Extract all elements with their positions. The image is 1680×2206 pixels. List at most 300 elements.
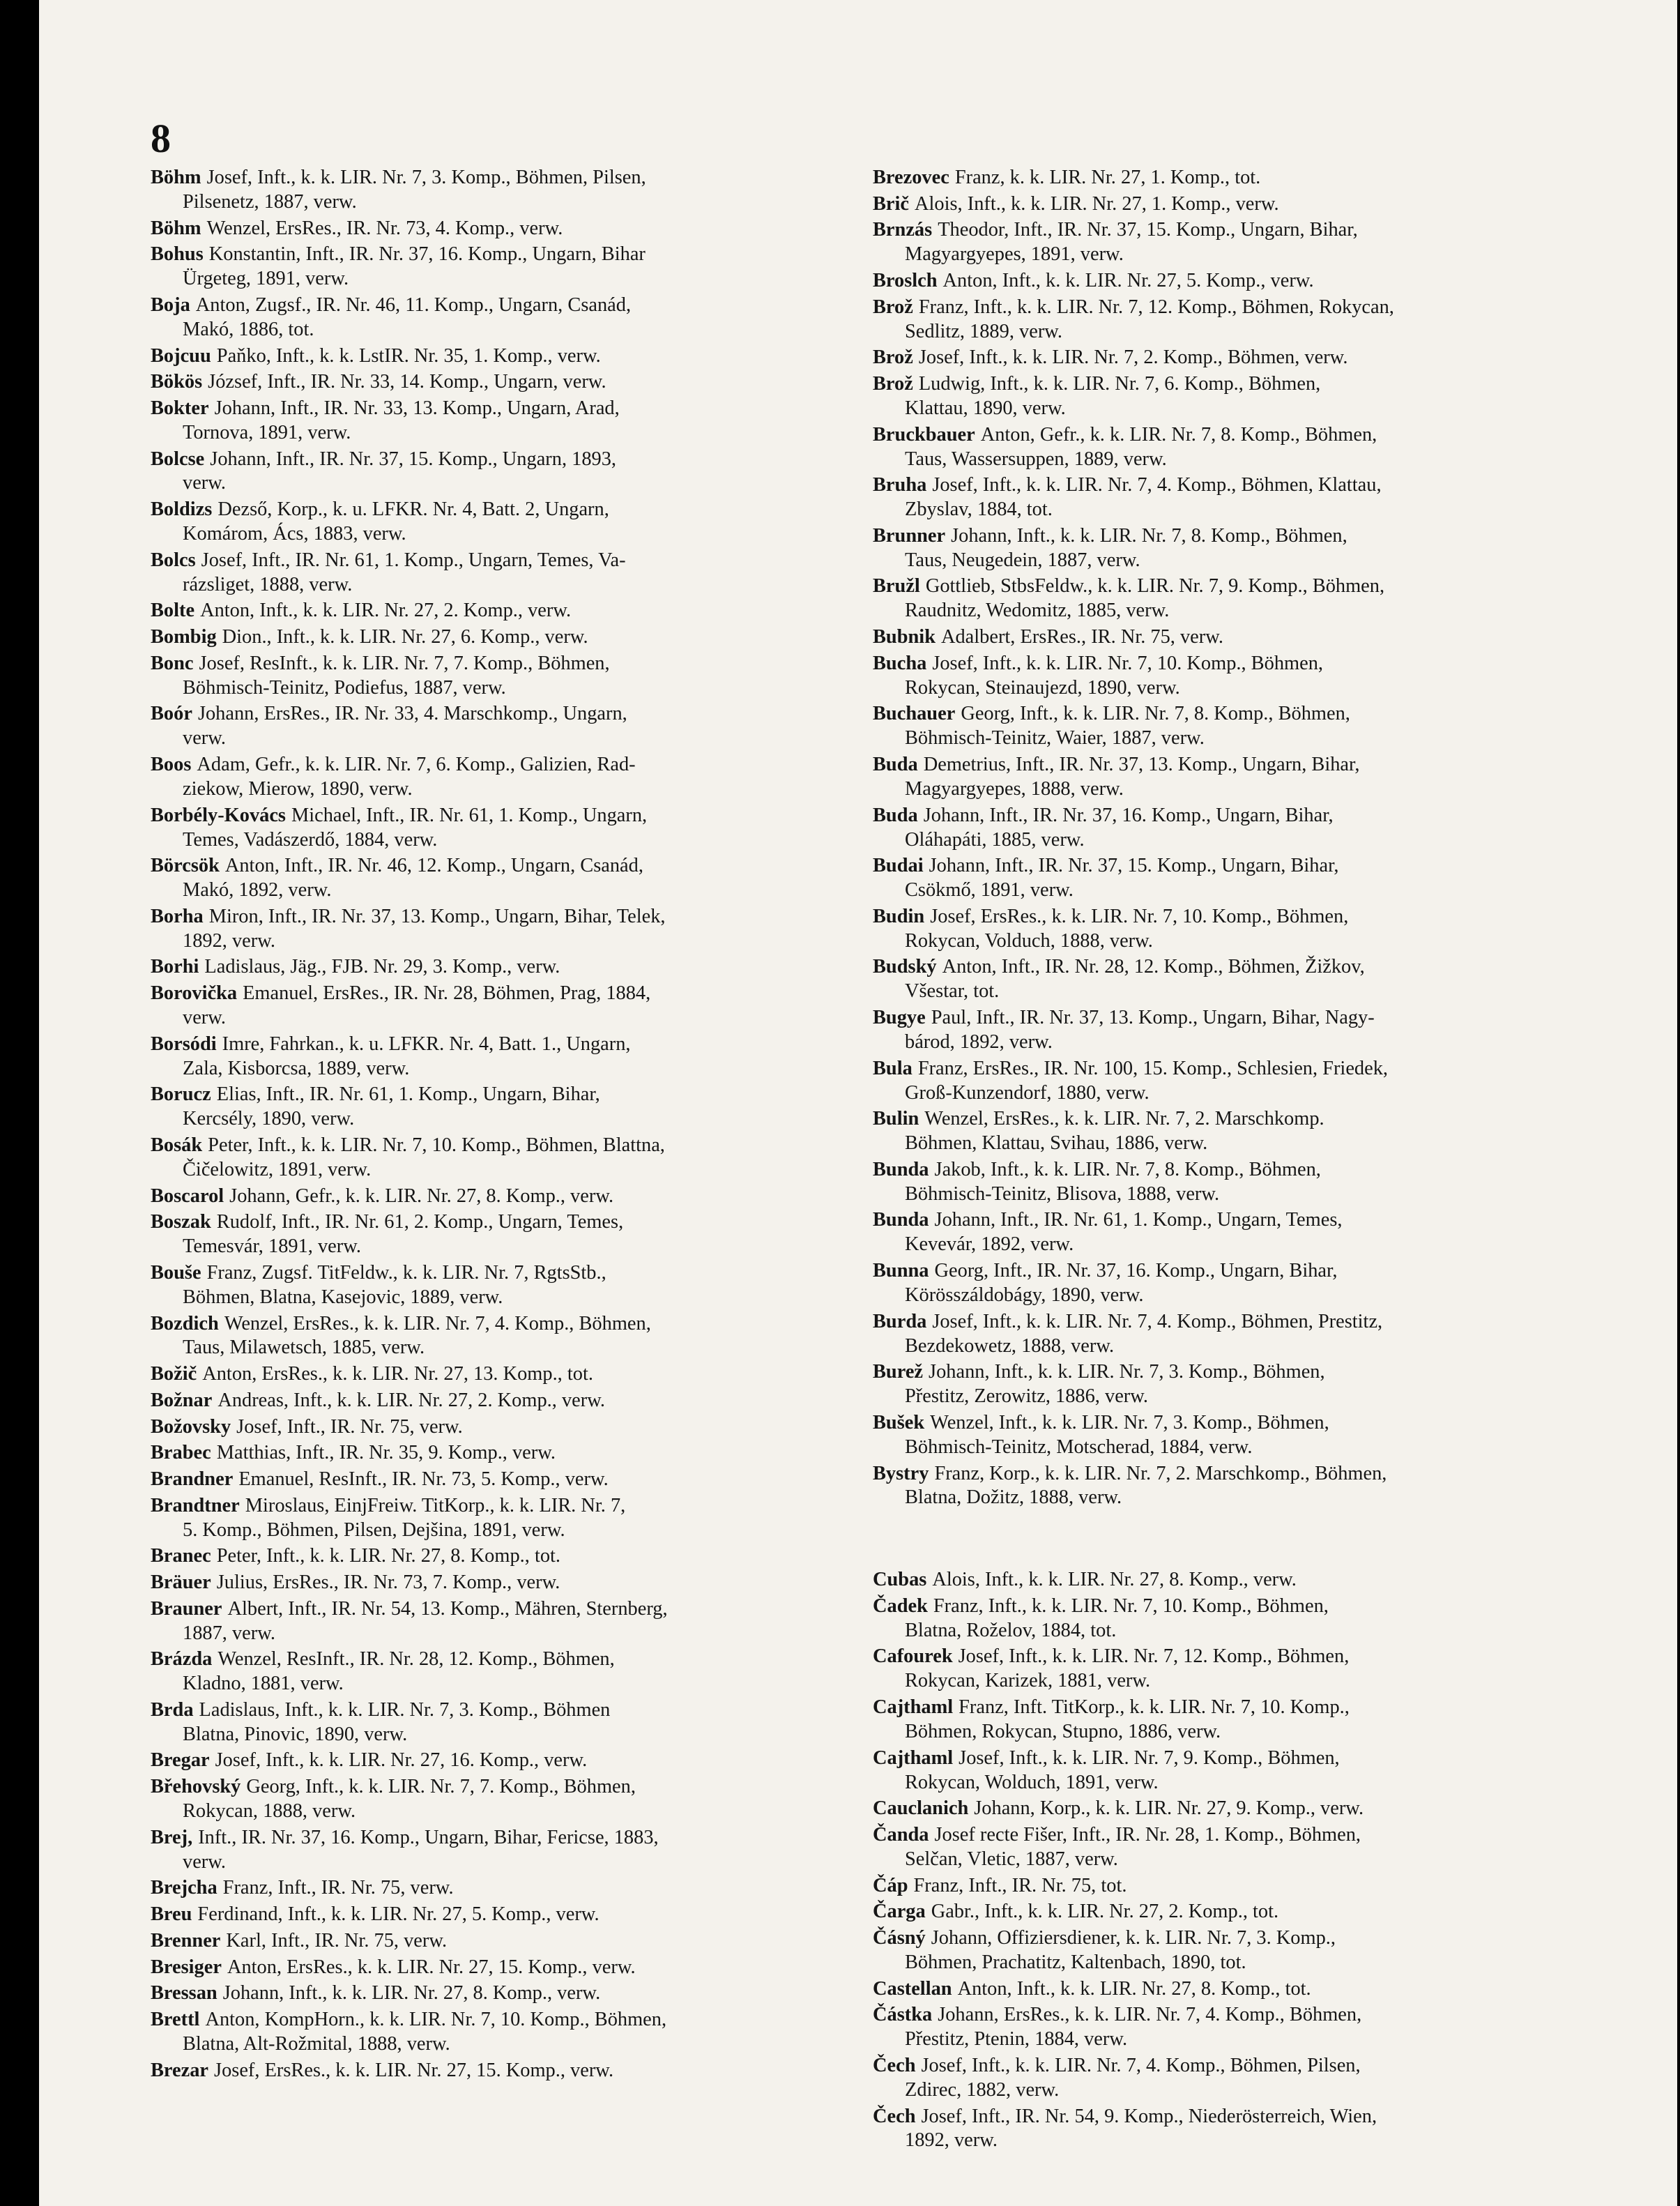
entry-surname: Bubnik <box>873 626 936 648</box>
entry-details: Johann, Inft., IR. Nr. 37, 15. Komp., Ungarn, 1893, <box>210 448 617 470</box>
register-entry <box>151 448 869 496</box>
register-entry <box>151 955 869 980</box>
entry-surname: Bräuer <box>151 1571 211 1593</box>
entry-details: Johann, Inft., IR. Nr. 33, 13. Komp., Ungarn, Arad, <box>214 397 620 419</box>
entry-surname: Cafourek <box>873 1645 953 1668</box>
entry-surname: Cajthaml <box>873 1747 954 1769</box>
entry-surname: Borovička <box>151 982 238 1005</box>
entry-details: Johann, Inft., IR. Nr. 37, 15. Komp., Ungarn, Bihar, <box>929 855 1339 877</box>
entry-surname: Broslch <box>873 270 938 292</box>
entry-details: Rudolf, Inft., IR. Nr. 61, 2. Komp., Ungarn, Temes, <box>216 1211 624 1233</box>
entry-surname: Čáp <box>873 1874 908 1896</box>
entry-surname: Bressan <box>151 1982 217 2005</box>
entry-surname: Borhi <box>151 956 199 978</box>
entry-surname: Bulin <box>873 1108 919 1130</box>
entry-continuation: Blatna, Dožitz, 1888, verw. <box>905 1486 1122 1509</box>
entry-surname: Brauner <box>151 1597 222 1620</box>
entry-details: Ludwig, Inft., k. k. LIR. Nr. 7, 6. Komp., Böhmen, <box>918 373 1321 395</box>
entry-details: Gottlieb, StbsFeldw., k. k. LIR. Nr. 7, 9. Komp., Böhmen, <box>925 575 1385 598</box>
entry-continuation: Böhmen, Prachatitz, Kaltenbach, 1890, tot. <box>905 1951 1246 1973</box>
entry-continuation: Přestitz, Zerowitz, 1886, verw. <box>905 1385 1149 1408</box>
entry-surname: Čadek <box>873 1595 928 1617</box>
entry-details: Josef, Inft., k. k. LIR. Nr. 7, 10. Komp., Böhmen, <box>932 652 1323 674</box>
entry-continuation: 1892, verw. <box>183 929 275 952</box>
entry-continuation: Sedlitz, 1889, verw. <box>905 320 1063 342</box>
register-entry <box>151 1210 869 1259</box>
entry-details: Josef, Inft., k. k. LIR. Nr. 7, 3. Komp., Böhmen, Pilsen, <box>206 167 646 188</box>
entry-details: Josef, Inft., k. k. LIR. Nr. 7, 4. Komp., Böhmen, Prestitz, <box>932 1310 1383 1332</box>
entry-details: Josef, Inft., IR. Nr. 54, 9. Komp., Niederösterreich, Wien, <box>921 2105 1377 2127</box>
entry-surname: Čanda <box>873 1823 929 1846</box>
entry-continuation: Rokycan, Steinaujezd, 1890, verw. <box>905 676 1180 699</box>
entry-continuation: Böhmisch-Teinitz, Podiefus, 1887, verw. <box>183 676 506 699</box>
entry-continuation: Körösszáldobágy, 1890, verw. <box>905 1284 1144 1306</box>
entry-surname: Bozdich <box>151 1312 219 1334</box>
entry-details: Josef, Inft., k. k. LIR. Nr. 7, 9. Komp., Böhmen, <box>959 1747 1340 1769</box>
entry-surname: Boldizs <box>151 499 213 521</box>
register-entry <box>873 753 1605 802</box>
register-entry <box>873 218 1605 267</box>
entry-details: Anton, ErsRes., k. k. LIR. Nr. 27, 15. Komp., verw. <box>227 1956 636 1978</box>
entry-continuation: Temes, Vadászerdő, 1884, verw. <box>183 828 438 851</box>
entry-details: Albert, Inft., IR. Nr. 54, 13. Komp., Mähren, Sternberg, <box>227 1597 668 1620</box>
register-entry <box>151 1876 869 1901</box>
entry-surname: Brettl <box>151 2008 200 2030</box>
register-entry <box>151 1261 869 1310</box>
entry-continuation: Přestitz, Ptenin, 1884, verw. <box>905 2028 1128 2051</box>
entry-continuation: Bezdekowetz, 1888, verw. <box>905 1334 1115 1357</box>
entry-details: Franz, Inft. TitKorp., k. k. LIR. Nr. 7, 10. Komp., <box>959 1696 1350 1719</box>
register-entry <box>873 1208 1605 1257</box>
register-entry <box>151 1903 869 1927</box>
entry-details: Josef, ErsRes., k. k. LIR. Nr. 7, 10. Komp., Böhmen, <box>930 905 1349 927</box>
entry-details: Julius, ErsRes., IR. Nr. 73, 7. Komp., verw. <box>216 1571 560 1593</box>
register-entry <box>151 1749 869 1773</box>
entry-surname: Bolte <box>151 600 195 622</box>
register-entry <box>873 1926 1605 1975</box>
entry-surname: Burež <box>873 1361 924 1383</box>
register-entry <box>873 423 1605 472</box>
register-entry <box>873 1747 1605 1795</box>
register-entry <box>873 1645 1605 1694</box>
left-column <box>151 166 869 2085</box>
register-entry <box>151 1185 869 1209</box>
register-entry <box>873 524 1605 573</box>
entry-surname: Bregar <box>151 1749 210 1772</box>
register-entry <box>151 1415 869 1440</box>
entry-details: Emanuel, ErsRes., IR. Nr. 28, Böhmen, Prag, 1884, <box>243 982 651 1005</box>
entry-details: Franz, Korp., k. k. LIR. Nr. 7, 2. Marschkomp., Böhmen, <box>934 1462 1387 1484</box>
entry-details: Johann, Korp., k. k. LIR. Nr. 27, 9. Komp., verw. <box>974 1797 1364 1820</box>
register-entry <box>873 269 1605 294</box>
entry-continuation: Blatna, Roželov, 1884, tot. <box>905 1619 1117 1641</box>
entry-details: Wenzel, ErsRes., IR. Nr. 73, 4. Komp., verw. <box>206 217 563 239</box>
entry-surname: Brož <box>873 296 913 318</box>
register-entry <box>151 1033 869 1081</box>
entry-continuation: Selčan, Vletic, 1887, verw. <box>905 1848 1118 1870</box>
entry-surname: Brož <box>873 373 913 395</box>
entry-surname: Božovsky <box>151 1415 231 1438</box>
entry-continuation: Magyargyepes, 1888, verw. <box>905 777 1124 800</box>
entry-surname: Buda <box>873 754 918 775</box>
entry-continuation: Makó, 1886, tot. <box>183 318 314 340</box>
entry-surname: Bruckbauer <box>873 423 975 446</box>
entry-surname: Castellan <box>873 1977 952 2000</box>
register-entry <box>873 1797 1605 1821</box>
register-entry <box>873 1568 1605 1592</box>
register-entry <box>151 1698 869 1747</box>
entry-details: Gabr., Inft., k. k. LIR. Nr. 27, 2. Komp., tot. <box>931 1901 1279 1923</box>
register-entry <box>873 1006 1605 1055</box>
entry-surname: Bruha <box>873 474 927 496</box>
entry-continuation: Temesvár, 1891, verw. <box>183 1235 361 1258</box>
entry-surname: Boscarol <box>151 1185 224 1207</box>
entry-details: Imre, Fahrkan., k. u. LFKR. Nr. 4, Batt. 1., Ungarn, <box>222 1033 631 1055</box>
entry-details: Peter, Inft., k. k. LIR. Nr. 7, 10. Komp., Böhmen, Blattna, <box>208 1134 665 1156</box>
register-entry <box>151 854 869 903</box>
entry-continuation: Kladno, 1881, verw. <box>183 1673 344 1695</box>
entry-continuation: verw. <box>183 727 227 750</box>
entry-continuation: Zdirec, 1882, verw. <box>905 2078 1060 2101</box>
entry-details: Adalbert, ErsRes., IR. Nr. 75, verw. <box>940 626 1223 648</box>
entry-details: Franz, ErsRes., IR. Nr. 100, 15. Komp., Schlesien, Friedek, <box>917 1057 1389 1079</box>
register-entry <box>151 753 869 802</box>
register-entry <box>873 473 1605 522</box>
entry-surname: Böhm <box>151 167 201 188</box>
entry-continuation: Groß-Kunzendorf, 1880, verw. <box>905 1081 1150 1104</box>
entry-surname: Brej, <box>151 1826 193 1848</box>
register-entry <box>151 166 869 215</box>
entry-continuation: Rokycan, Volduch, 1888, verw. <box>905 929 1153 952</box>
entry-continuation: Taus, Wassersuppen, 1889, verw. <box>905 448 1167 470</box>
register-entry <box>151 1134 869 1182</box>
entry-surname: Brázda <box>151 1648 213 1671</box>
entry-details: Wenzel, ErsRes., k. k. LIR. Nr. 7, 2. Marschkomp. <box>924 1108 1324 1130</box>
register-entry <box>873 1462 1605 1511</box>
entry-details: Josef, ErsRes., k. k. LIR. Nr. 27, 15. Komp., verw. <box>214 2059 614 2081</box>
register-entry <box>873 2054 1605 2103</box>
entry-surname: Buchauer <box>873 703 956 725</box>
entry-details: Johann, Inft., k. k. LIR. Nr. 7, 8. Komp., Böhmen, <box>951 524 1347 547</box>
register-entry <box>151 625 869 650</box>
entry-details: Miron, Inft., IR. Nr. 37, 13. Komp., Ungarn, Bihar, Telek, <box>208 905 666 927</box>
register-entry <box>151 1929 869 1954</box>
entry-surname: Brejcha <box>151 1877 217 1899</box>
entry-surname: Bušek <box>873 1411 925 1433</box>
register-entry <box>151 1981 869 2006</box>
register-entry <box>873 1595 1605 1643</box>
register-entry <box>151 294 869 342</box>
entry-surname: Budai <box>873 855 924 877</box>
register-entry <box>873 1360 1605 1409</box>
entry-details: Dezső, Korp., k. u. LFKR. Nr. 4, Batt. 2, Ungarn, <box>217 499 609 521</box>
register-entry <box>873 625 1605 650</box>
register-entry <box>151 652 869 701</box>
entry-surname: Bouše <box>151 1261 201 1284</box>
entry-surname: Brandner <box>151 1468 234 1490</box>
entry-surname: Böhm <box>151 217 201 239</box>
entry-continuation: Taus, Neugedein, 1887, verw. <box>905 549 1140 571</box>
entry-details: Johann, Gefr., k. k. LIR. Nr. 27, 8. Komp., verw. <box>229 1185 614 1207</box>
register-entry <box>151 982 869 1030</box>
entry-details: Franz, Inft., IR. Nr. 75, verw. <box>222 1877 454 1899</box>
register-entry <box>873 1696 1605 1744</box>
register-entry <box>873 702 1605 751</box>
entry-details: Theodor, Inft., IR. Nr. 37, 15. Komp., Ungarn, Bihar, <box>938 219 1358 241</box>
entry-surname: Brič <box>873 192 910 215</box>
entry-continuation: rázsliget, 1888, verw. <box>183 573 353 595</box>
entry-details: Josef, Inft., IR. Nr. 75, verw. <box>236 1415 463 1438</box>
register-entry <box>151 344 869 369</box>
entry-details: Anton, Inft., k. k. LIR. Nr. 27, 5. Komp., verw. <box>942 270 1314 292</box>
entry-continuation: Böhmisch-Teinitz, Blisova, 1888, verw. <box>905 1182 1220 1205</box>
entry-continuation: Ürgeteg, 1891, verw. <box>183 268 349 290</box>
register-entry <box>873 804 1605 853</box>
entry-surname: Brunner <box>873 524 946 547</box>
entry-surname: Cubas <box>873 1569 927 1591</box>
entry-surname: Bombig <box>151 626 217 648</box>
entry-details: Johann, Inft., k. k. LIR. Nr. 7, 3. Komp., Böhmen, <box>929 1361 1325 1383</box>
entry-details: Emanuel, ResInft., IR. Nr. 73, 5. Komp., verw. <box>238 1468 609 1490</box>
entry-surname: Brož <box>873 347 913 369</box>
entry-details: Paňko, Inft., k. k. LstIR. Nr. 35, 1. Komp., verw. <box>216 344 601 367</box>
entry-details: Josef, Inft., k. k. LIR. Nr. 27, 16. Komp., verw. <box>215 1749 588 1772</box>
entry-continuation: verw. <box>183 472 227 494</box>
entry-continuation: Kercsély, 1890, verw. <box>183 1108 355 1130</box>
register-entry <box>151 905 869 954</box>
entry-continuation: Klattau, 1890, verw. <box>905 397 1066 419</box>
entry-details: Josef, Inft., k. k. LIR. Nr. 7, 4. Komp., Böhmen, Klattau, <box>932 474 1382 496</box>
entry-details: Elias, Inft., IR. Nr. 61, 1. Komp., Ungarn, Bihar, <box>216 1083 600 1106</box>
entry-surname: Břehovský <box>151 1776 241 1798</box>
entry-surname: Boór <box>151 703 192 725</box>
entry-details: Josef, Inft., k. k. LIR. Nr. 7, 4. Komp., Böhmen, Pilsen, <box>921 2054 1361 2076</box>
register-entry <box>873 955 1605 1004</box>
register-entry <box>151 1544 869 1569</box>
register-entry <box>151 1441 869 1466</box>
entry-continuation: verw. <box>183 1850 227 1873</box>
register-entry <box>151 549 869 598</box>
entry-details: Anton, KompHorn., k. k. LIR. Nr. 7, 10. Komp., Böhmen, <box>205 2008 667 2030</box>
entry-continuation: Böhmisch-Teinitz, Motscherad, 1884, verw. <box>905 1436 1253 1458</box>
entry-details: Josef, ResInft., k. k. LIR. Nr. 7, 7. Komp., Böhmen, <box>199 652 610 674</box>
entry-details: Ladislaus, Inft., k. k. LIR. Nr. 7, 3. Komp., Böhmen <box>199 1698 611 1721</box>
entry-details: Georg, Inft., k. k. LIR. Nr. 7, 7. Komp., Böhmen, <box>246 1776 636 1798</box>
entry-surname: Brezar <box>151 2059 209 2081</box>
entry-surname: Bugye <box>873 1007 926 1029</box>
entry-details: Anton, Inft., k. k. LIR. Nr. 27, 2. Komp., verw. <box>200 600 572 622</box>
entry-continuation: Kevevár, 1892, verw. <box>905 1233 1074 1256</box>
entry-continuation: bárod, 1892, verw. <box>905 1030 1053 1053</box>
entry-surname: Bökös <box>151 371 203 393</box>
entry-surname: Částka <box>873 2004 933 2026</box>
entry-surname: Bonc <box>151 652 194 674</box>
entry-surname: Breu <box>151 1903 192 1926</box>
entry-continuation: 1887, verw. <box>183 1622 275 1644</box>
entry-continuation: Csökmő, 1891, verw. <box>905 879 1074 902</box>
register-entry <box>151 397 869 446</box>
entry-surname: Bolcs <box>151 549 196 571</box>
entry-details: Wenzel, Inft., k. k. LIR. Nr. 7, 3. Komp., Böhmen, <box>930 1411 1329 1433</box>
entry-surname: Bucha <box>873 652 927 674</box>
register-entry <box>151 1648 869 1696</box>
entry-continuation: Rokycan, Wolduch, 1891, verw. <box>905 1771 1159 1793</box>
entry-surname: Börcsök <box>151 855 220 877</box>
register-entry <box>151 1956 869 1980</box>
register-entry <box>873 1977 1605 2002</box>
entry-surname: Bresiger <box>151 1956 222 1978</box>
entry-details: Ladislaus, Jäg., FJB. Nr. 29, 3. Komp., verw. <box>204 956 560 978</box>
entry-details: Franz, Inft., k. k. LIR. Nr. 7, 12. Komp., Böhmen, Rokycan, <box>918 296 1394 318</box>
entry-surname: Bokter <box>151 397 209 419</box>
register-entry <box>873 652 1605 701</box>
register-entry <box>151 243 869 291</box>
entry-details: Andreas, Inft., k. k. LIR. Nr. 27, 2. Komp., verw. <box>217 1389 605 1411</box>
entry-surname: Brenner <box>151 1929 221 1952</box>
register-entry <box>873 192 1605 217</box>
entry-details: Anton, Zugsf., IR. Nr. 46, 11. Komp., Ungarn, Csanád, <box>195 294 632 316</box>
entry-surname: Borbély-Kovács <box>151 804 286 826</box>
entry-continuation: Blatna, Pinovic, 1890, verw. <box>183 1723 408 1745</box>
register-entry <box>873 1411 1605 1460</box>
register-entry <box>151 370 869 395</box>
entry-surname: Borucz <box>151 1083 211 1106</box>
entry-details: Johann, Inft., k. k. LIR. Nr. 27, 8. Komp., verw. <box>222 1982 601 2005</box>
entry-details: Johann, Inft., IR. Nr. 61, 1. Komp., Ungarn, Temes, <box>934 1209 1343 1231</box>
entry-surname: Bunda <box>873 1158 929 1180</box>
register-entry <box>873 1874 1605 1899</box>
register-entry <box>151 1389 869 1413</box>
entry-details: Josef, Inft., k. k. LIR. Nr. 7, 2. Komp., Böhmen, verw. <box>918 347 1348 369</box>
register-entry <box>873 1310 1605 1359</box>
entry-details: Alois, Inft., k. k. LIR. Nr. 27, 8. Komp., verw. <box>932 1569 1297 1591</box>
register-entry <box>873 346 1605 370</box>
entry-details: Franz, Inft., IR. Nr. 75, tot. <box>913 1874 1127 1896</box>
entry-surname: Čech <box>873 2105 916 2127</box>
entry-surname: Čarga <box>873 1901 926 1923</box>
entry-continuation: Magyargyepes, 1891, verw. <box>905 243 1124 266</box>
entry-details: Anton, Inft., IR. Nr. 28, 12. Komp., Böhmen, Žižkov, <box>942 956 1365 978</box>
register-entry <box>151 217 869 241</box>
register-entry <box>151 1775 869 1824</box>
entry-details: Jakob, Inft., k. k. LIR. Nr. 7, 8. Komp., Böhmen, <box>934 1158 1321 1180</box>
entry-surname: Boos <box>151 754 192 775</box>
entry-details: Wenzel, ResInft., IR. Nr. 28, 12. Komp., Böhmen, <box>217 1648 615 1671</box>
entry-surname: Brnzás <box>873 219 933 241</box>
entry-continuation: Blatna, Alt-Rožmital, 1888, verw. <box>183 2032 450 2055</box>
register-entry <box>151 2059 869 2083</box>
register-entry <box>873 575 1605 623</box>
entry-surname: Čásný <box>873 1927 926 1949</box>
entry-surname: Bosák <box>151 1134 203 1156</box>
entry-surname: Bystry <box>873 1462 929 1484</box>
entry-surname: Božič <box>151 1363 197 1385</box>
register-entry <box>873 1900 1605 1924</box>
register-entry <box>873 2105 1605 2154</box>
register-entry <box>151 1597 869 1646</box>
entry-continuation: Čičelowitz, 1891, verw. <box>183 1158 372 1180</box>
entry-details: Konstantin, Inft., IR. Nr. 37, 16. Komp., Ungarn, Bihar <box>208 243 646 266</box>
entry-surname: Borsódi <box>151 1033 217 1055</box>
register-entry <box>151 1312 869 1361</box>
entry-details: Wenzel, ErsRes., k. k. LIR. Nr. 7, 4. Komp., Böhmen, <box>224 1312 651 1334</box>
register-entry <box>873 1057 1605 1106</box>
register-entry <box>873 296 1605 344</box>
entry-details: Matthias, Inft., IR. Nr. 35, 9. Komp., verw. <box>216 1442 556 1464</box>
entry-surname: Brandtner <box>151 1494 240 1516</box>
entry-details: Johann, ErsRes., IR. Nr. 33, 4. Marschkomp., Ungarn, <box>197 703 627 725</box>
entry-surname: Bula <box>873 1057 912 1079</box>
register-entry <box>151 1571 869 1595</box>
entry-surname: Brezovec <box>873 167 949 188</box>
entry-continuation: Všestar, tot. <box>905 980 1000 1003</box>
entry-continuation: Taus, Milawetsch, 1885, verw. <box>183 1337 425 1359</box>
entry-details: Inft., IR. Nr. 37, 16. Komp., Ungarn, Bihar, Fericse, 1883, <box>198 1826 659 1848</box>
entry-details: József, Inft., IR. Nr. 33, 14. Komp., Ungarn, verw. <box>208 371 606 393</box>
entry-surname: Boszak <box>151 1211 211 1233</box>
entry-continuation: Zbyslav, 1884, tot. <box>905 499 1053 521</box>
entry-surname: Budský <box>873 956 937 978</box>
register-entry <box>151 1826 869 1875</box>
entry-surname: Budin <box>873 905 925 927</box>
entry-continuation: Böhmisch-Teinitz, Waier, 1887, verw. <box>905 727 1205 750</box>
entry-surname: Brda <box>151 1698 194 1721</box>
entry-surname: Brabec <box>151 1442 211 1464</box>
entry-surname: Boja <box>151 294 190 316</box>
register-entry <box>151 1468 869 1492</box>
register-entry <box>151 599 869 623</box>
register-entry <box>151 1083 869 1132</box>
entry-details: Anton, Gefr., k. k. LIR. Nr. 7, 8. Komp., Böhmen, <box>980 423 1377 446</box>
entry-details: Josef, Inft., k. k. LIR. Nr. 7, 12. Komp., Böhmen, <box>958 1645 1350 1668</box>
entry-surname: Cauclanich <box>873 1797 969 1820</box>
entry-continuation: 5. Komp., Böhmen, Pilsen, Dejšina, 1891, verw. <box>183 1519 565 1541</box>
entry-continuation: Böhmen, Klattau, Svihau, 1886, verw. <box>905 1132 1208 1155</box>
entry-continuation: ziekow, Mierow, 1890, verw. <box>183 777 413 800</box>
entry-details: Johann, ErsRes., k. k. LIR. Nr. 7, 4. Komp., Böhmen, <box>938 2004 1362 2026</box>
entry-surname: Bohus <box>151 243 204 266</box>
entry-continuation: Komárom, Ács, 1883, verw. <box>183 523 406 545</box>
entry-continuation: 1892, verw. <box>905 2129 998 2152</box>
entry-details: Adam, Gefr., k. k. LIR. Nr. 7, 6. Komp., Galizien, Rad- <box>197 754 636 775</box>
entry-details: Ferdinand, Inft., k. k. LIR. Nr. 27, 5. Komp., verw. <box>197 1903 600 1926</box>
entry-continuation: Rokycan, 1888, verw. <box>183 1800 356 1823</box>
entry-continuation: Raudnitz, Wedomitz, 1885, verw. <box>905 600 1170 622</box>
register-entry <box>873 1107 1605 1156</box>
register-entry <box>151 1494 869 1543</box>
entry-continuation: Rokycan, Karizek, 1881, verw. <box>905 1670 1151 1692</box>
entry-surname: Burda <box>873 1310 927 1332</box>
register-entry <box>873 1158 1605 1207</box>
register-page <box>39 0 1677 2206</box>
entry-details: Demetrius, Inft., IR. Nr. 37, 13. Komp., Ungarn, Bihar, <box>923 754 1360 775</box>
entry-details: Michael, Inft., IR. Nr. 61, 1. Komp., Ungarn, <box>291 804 648 826</box>
entry-details: Anton, Inft., k. k. LIR. Nr. 27, 8. Komp., tot. <box>957 1977 1311 2000</box>
entry-details: Franz, Zugsf. TitFeldw., k. k. LIR. Nr. 7, RgtsStb., <box>206 1261 606 1284</box>
entry-surname: Bojcuu <box>151 344 211 367</box>
entry-details: Dion., Inft., k. k. LIR. Nr. 27, 6. Komp., verw. <box>222 626 588 648</box>
entry-surname: Cajthaml <box>873 1696 954 1719</box>
entry-surname: Buda <box>873 804 918 826</box>
register-entry <box>151 2008 869 2057</box>
entry-continuation: Makó, 1892, verw. <box>183 879 332 902</box>
entry-details: Georg, Inft., IR. Nr. 37, 16. Komp., Ungarn, Bihar, <box>934 1260 1338 1282</box>
entry-details: Franz, Inft., k. k. LIR. Nr. 7, 10. Komp., Böhmen, <box>933 1595 1329 1617</box>
entry-details: Johann, Inft., IR. Nr. 37, 16. Komp., Ungarn, Bihar, <box>923 804 1334 826</box>
entry-surname: Čech <box>873 2054 916 2076</box>
entry-details: Peter, Inft., k. k. LIR. Nr. 27, 8. Komp., tot. <box>216 1545 561 1567</box>
register-entry <box>873 166 1605 190</box>
